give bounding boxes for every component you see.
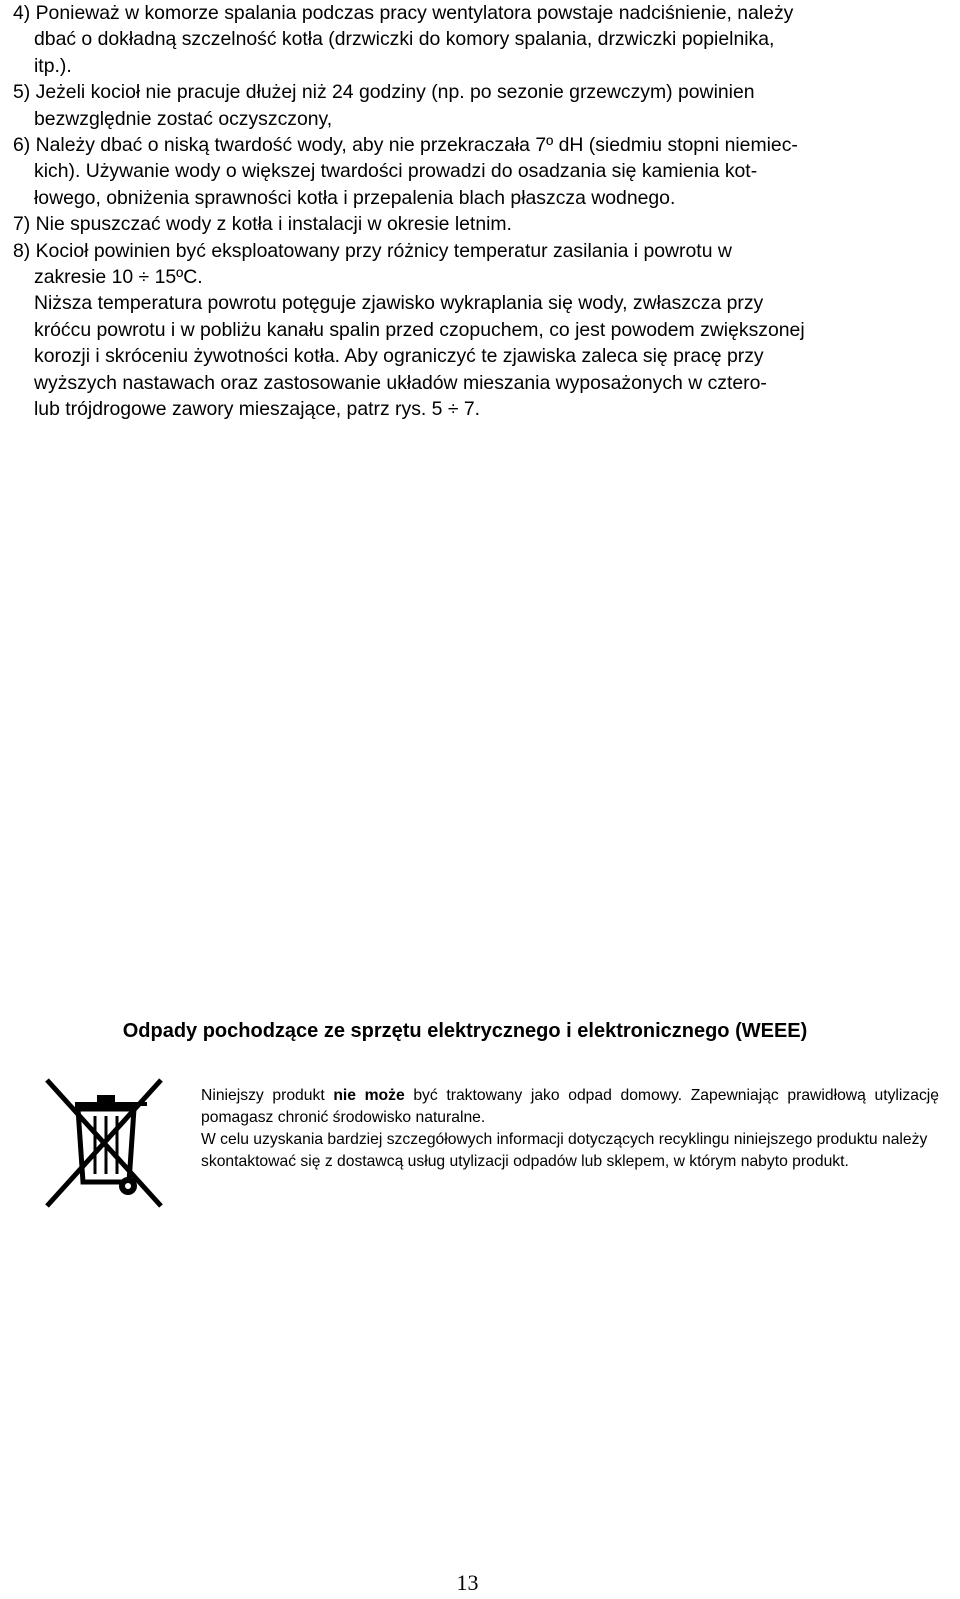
text-line: łowego, obniżenia sprawności kotła i przepalenia blach płaszcza wodnego. xyxy=(34,186,676,209)
list-item xyxy=(13,0,953,79)
text-line: 6) Należy dbać o niską twardość wody, aby nie przekraczała 7º dH (siedmiu stopni niemiec- xyxy=(13,134,798,157)
list-item xyxy=(13,211,953,237)
instructions-text xyxy=(13,0,953,423)
text-line: lub trójdrogowe zawory mieszające, patrz rys. 5 ÷ 7. xyxy=(34,398,481,421)
text-run: Niniejszy produkt xyxy=(201,1087,334,1104)
weee-paragraph xyxy=(201,1085,939,1129)
text-line: kich). Używanie wody o większej twardości prowadzi do osadzania się kamienia kot- xyxy=(34,160,758,183)
text-line: bezwzględnie zostać oczyszczony, xyxy=(34,107,333,130)
emphasis-text: nie może xyxy=(333,1087,405,1104)
list-item xyxy=(13,132,953,211)
explanation-paragraph xyxy=(13,290,953,422)
list-item xyxy=(13,79,953,132)
crossed-out-wheelie-bin-icon xyxy=(45,1078,165,1208)
text-line: króćcu powrotu i w pobliżu kanału spalin przed czopuchem, co jest powodem zwiększonej xyxy=(34,318,805,341)
text-line: itp.). xyxy=(34,54,72,77)
text-line: korozji i skróceniu żywotności kotła. Aby ograniczyć te zjawiska zaleca się pracę przy xyxy=(34,345,764,368)
text-line: wyższych nastawach oraz zastosowanie układów mieszania wyposażonych w cztero- xyxy=(34,371,767,394)
weee-paragraph: W celu uzyskania bardziej szczegółowych informacji dotyczących recyklingu niniejszego produktu należy skontaktować się z dostawcą usług utylizacji odpadów lub sklepem, w którym nabyto produkt. xyxy=(201,1131,928,1170)
text-line: 7) Nie spuszczać wody z kotła i instalacji w okresie letnim. xyxy=(13,213,512,236)
text-line: dbać o dokładną szczelność kotła (drzwiczki do komory spalania, drzwiczki popielnika, xyxy=(34,28,775,51)
weee-info xyxy=(201,1085,939,1173)
weee-heading: Odpady pochodzące ze sprzętu elektrycznego i elektronicznego (WEEE) xyxy=(122,1020,808,1042)
text-line: 8) Kocioł powinien być eksploatowany przy różnicy temperatur zasilania i powrotu w xyxy=(13,239,732,262)
text-run: być traktowany jako odpad domowy. Zapewniając prawidłową utylizację pomagasz chronić środowisko naturalne. xyxy=(201,1087,940,1126)
text-line: Niższa temperatura powrotu potęguje zjawisko wykraplania się wody, zwłaszcza przy xyxy=(34,292,764,315)
text-line: 4) Ponieważ w komorze spalania podczas pracy wentylatora powstaje nadciśnienie, należy xyxy=(13,2,794,24)
text-line: zakresie 10 ÷ 15ºC. xyxy=(34,266,203,289)
list-item xyxy=(13,238,953,291)
page-number: 13 xyxy=(456,1570,479,1595)
text-line: 5) Jeżeli kocioł nie pracuje dłużej niż 24 godziny (np. po sezonie grzewczym) powinien xyxy=(13,81,755,104)
